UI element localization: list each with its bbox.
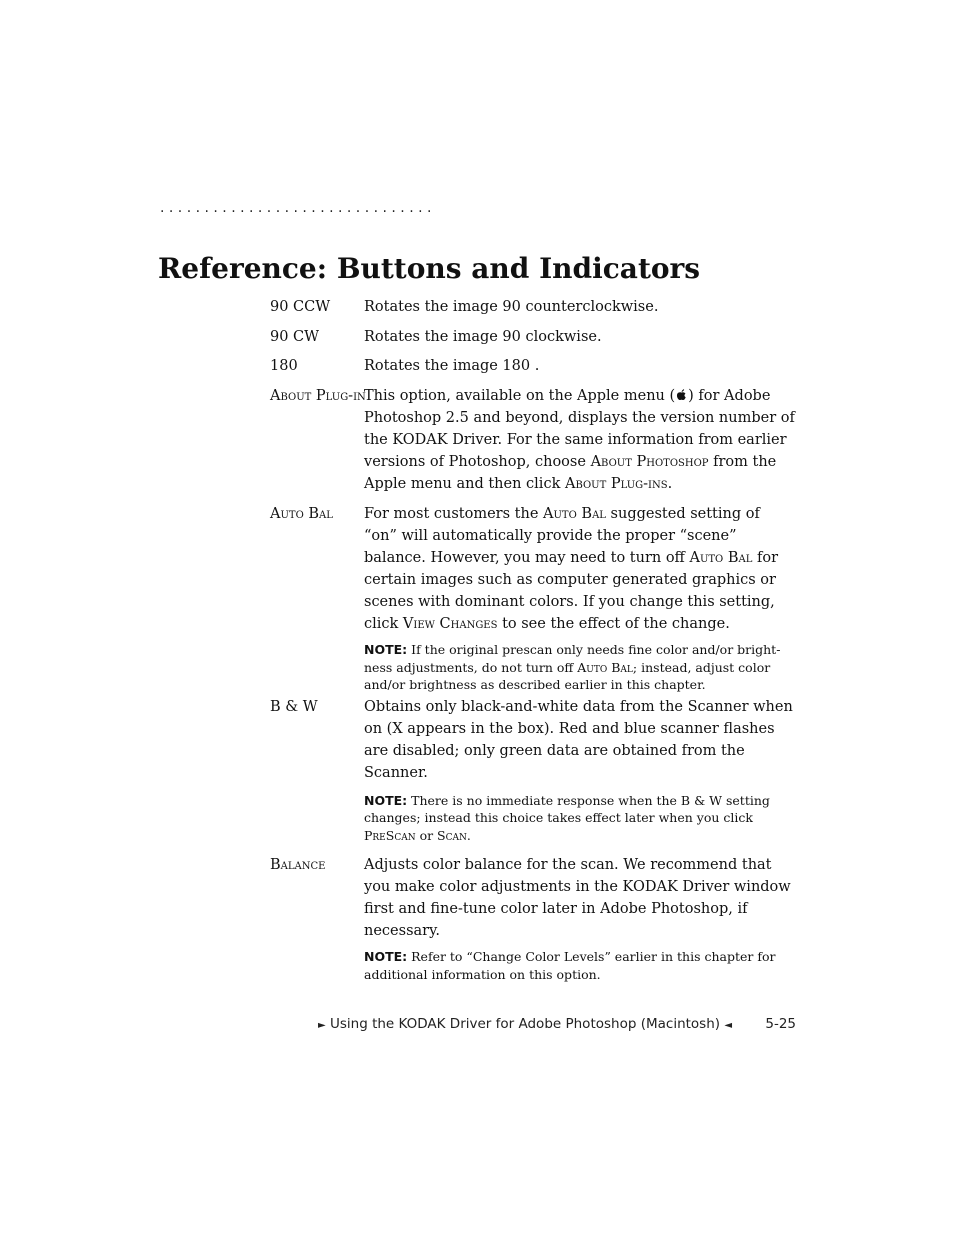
- page-title: Reference: Buttons and Indicators: [158, 252, 701, 285]
- note-auto-bal-text-2: ; instead, adjust color and/or brightness as described earlier in this chapter.: [364, 659, 771, 692]
- term-balance: Balance: [270, 857, 326, 873]
- desc-about-text-1: This option, available on the Apple menu (: [364, 388, 676, 404]
- footer-right-triangle-icon: ►: [318, 1020, 326, 1031]
- entry-90-ccw: [270, 296, 795, 326]
- desc-auto-bal: [364, 503, 795, 635]
- entry-auto-bal: [270, 503, 795, 694]
- term-90-cw: 90 CW: [270, 329, 320, 345]
- note-balance-text-1: Refer to “Change Color Levels” earlier in this chapter for additional information on this option.: [364, 949, 776, 982]
- note-auto-bal-command: Auto Bal: [577, 659, 633, 675]
- page-number: 5-25: [765, 1016, 796, 1032]
- desc-auto-bal-text-4: to see the effect of the change.: [497, 616, 730, 632]
- footer-left-triangle-icon: ◄: [724, 1020, 733, 1031]
- prescan-command: PreScan: [364, 827, 416, 843]
- desc-about-plug-in: [364, 385, 795, 495]
- term-about-plug-in: About Plug-in: [270, 388, 366, 404]
- note-b-and-w-text-2: or: [415, 827, 438, 843]
- desc-about-text-4: .: [667, 476, 673, 492]
- scan-command: Scan: [437, 827, 467, 843]
- page-footer: [318, 1016, 796, 1032]
- term-auto-bal: Auto Bal: [270, 506, 333, 522]
- about-plug-ins-command: About Plug-ins: [564, 476, 668, 492]
- desc-auto-bal-text-1: For most customers the: [364, 506, 544, 522]
- desc-90-cw: Rotates the image 90 clockwise.: [364, 329, 602, 345]
- desc-about-text-3: from the Apple menu and then click: [364, 454, 777, 492]
- about-photoshop-command: About Photoshop: [590, 454, 709, 470]
- entry-180: [270, 355, 795, 385]
- footer-chapter-title: Using the KODAK Driver for Adobe Photoshop (Macintosh): [330, 1016, 721, 1032]
- note-b-and-w-text-1: There is no immediate response when the B & W setting changes; instead this choice takes effect later when you click: [364, 792, 770, 825]
- entry-about-plug-in: [270, 385, 795, 495]
- note-balance: [364, 948, 795, 983]
- term-90-ccw: 90 CCW: [270, 299, 331, 315]
- view-changes-command: View Changes: [402, 616, 498, 632]
- note-auto-bal-text-1: If the original prescan only needs fine color and/or bright-ness adjustments, do not turn off: [364, 642, 781, 675]
- auto-bal-command-2: Auto Bal: [689, 550, 753, 566]
- note-b-and-w-text-3: .: [466, 827, 471, 843]
- desc-b-and-w: Obtains only black-and-white data from the Scanner when on (X appears in the box). Red and blue scanner flashes are disabled; only green data are obtained from the Scanner.: [364, 698, 793, 781]
- note-label: NOTE:: [364, 792, 408, 808]
- desc-balance: Adjusts color balance for the scan. We recommend that you make color adjustments in the KODAK Driver window first and fine-tune color later in Adobe Photoshop, if necessary.: [364, 857, 791, 939]
- desc-auto-bal-text-2: suggested setting of “on” will automatically provide the proper “scene” balance. However, you may need to turn off: [364, 506, 760, 566]
- entry-b-and-w: [270, 696, 795, 845]
- term-180: 180: [270, 358, 298, 374]
- definition-list: [270, 296, 795, 983]
- desc-auto-bal-text-3: for certain images such as computer generated graphics or scenes with dominant colors. If you change this setting, click: [364, 550, 779, 632]
- desc-about-text-2: ) for Adobe Photoshop 2.5 and beyond, displays the version number of the KODAK Driver. For the same information from earlier versions of Photoshop, choose: [364, 388, 795, 470]
- desc-90-ccw: Rotates the image 90 counterclockwise.: [364, 299, 659, 315]
- apple-logo-icon: [675, 388, 688, 401]
- entry-90-cw: [270, 326, 795, 355]
- desc-180: Rotates the image 180 .: [364, 358, 540, 374]
- note-b-and-w: [364, 792, 795, 845]
- auto-bal-command-1: Auto Bal: [543, 506, 606, 522]
- note-label: NOTE:: [364, 642, 408, 657]
- note-label: NOTE:: [364, 949, 408, 964]
- note-auto-bal: [364, 641, 795, 694]
- entry-balance: [270, 854, 795, 983]
- term-b-and-w: B & W: [270, 698, 318, 715]
- header-dot-rule: . . . . . . . . . . . . . . . . . . . . . . . . . . . . . . .: [160, 200, 432, 216]
